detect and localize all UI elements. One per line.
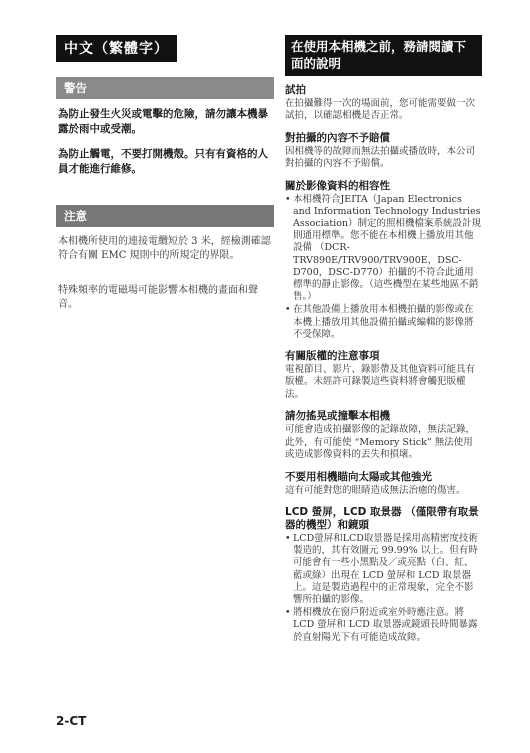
page-number: 2-CT [56, 714, 87, 728]
right-column [285, 35, 482, 653]
warning-paragraph-2: 為防止觸電，不要打開機殼。只有有資格的人員才能進行維修。 [58, 148, 268, 175]
caution-paragraph-1: 本相機所使用的連接電纜短於 3 米，經檢測確認符合有關 EMC 規則中的所規定的界限。 [58, 236, 271, 261]
section-title: 關於影像資料的相容性 [285, 179, 390, 192]
bullet-item [285, 533, 482, 606]
section-compatibility [285, 180, 482, 341]
section-title: LCD 螢屏，LCD 取景器 （僅限帶有取景器的機型）和鏡頭 [285, 505, 479, 531]
left-column [56, 35, 274, 323]
bullet-item [285, 304, 482, 341]
section-test-shot [285, 84, 482, 123]
bullet-text: 本相機符合JEITA（Japan Electronics and Information Technology Industries Association）制定的照相機檔案系統設計規則通用標準。您不能在本相機上播放用其他設備 （DCR-TRV890E/TRV900/TRV900E，DSC-D700，DSC-D770）拍攝的不符合此通用標準的靜止影像。（這些機型在某些地區不銷售。） [293, 193, 482, 303]
section-title: 對拍攝的內容不予賠償 [285, 131, 390, 144]
bullet-glyph: • [285, 304, 291, 316]
warning-heading: 警告 [56, 77, 274, 99]
bullet-glyph: • [285, 193, 291, 205]
section-body: 可能會造成拍攝影像的記錄故障，無法記錄，此外，有可能使 “Memory Stick” 無法使用或造成影像資料的丟失和損壞。 [285, 424, 476, 461]
section-title: 請勿搖晃或撞擊本相機 [285, 410, 390, 423]
bullet-text: LCD螢屏和LCD取景器是採用高精密度技術製造的，其有效圖元 99.99% 以上。但有時可能會有一些小黑點及／或亮點（白、紅、藍或綠）出現在 LCD 螢屏和 LCD 取景器上。這是製造過程中的正常現象，完全不影響所拍攝的影像。 [293, 532, 478, 605]
section-lcd [285, 506, 482, 644]
section-body: 因相機等的故障而無法拍攝或播放時，本公司對拍攝的內容不予賠償。 [285, 145, 476, 170]
section-title: 有關版權的注意事項 [285, 350, 380, 363]
read-before-use-header: 在使用本相機之前，務請閱讀下面的說明 [285, 35, 482, 76]
section-body: 在拍攝難得一次的場面前，您可能需要做一次試拍，以確認相機是否正常。 [285, 98, 476, 122]
section-title: 不要用相機瞄向太陽或其他強光 [285, 470, 432, 483]
bullet-item [285, 194, 482, 304]
section-shock [285, 410, 482, 461]
section-no-compensation [285, 132, 482, 171]
section-title: 試拍 [285, 84, 306, 96]
bullet-text: 在其他設備上播放用本相機拍攝的影像或在本機上播放用其他設備拍攝或編輯的影像將不受保障。 [293, 304, 474, 340]
language-title: 中文（繁體字） [56, 35, 177, 62]
section-body: 電視節目、影片、錄影帶及其他資料可能具有版權。未經許可錄製這些資料將會觸犯版權法。 [285, 364, 476, 400]
bullet-item [285, 607, 482, 644]
section-sun [285, 471, 482, 497]
bullet-glyph: • [285, 532, 291, 544]
section-copyright [285, 350, 482, 401]
section-body: 這有可能對您的眼睛造成無法治癒的傷害。 [285, 484, 466, 496]
caution-heading: 注意 [56, 205, 274, 227]
warning-paragraph-1: 為防止發生火災或電擊的危險，請勿讓本機暴露於雨中或受潮。 [58, 108, 268, 135]
caution-paragraph-2: 特殊頻率的電磁場可能影響本相機的畫面和聲音。 [58, 285, 258, 310]
bullet-glyph: • [285, 607, 291, 619]
bullet-text: 將相機放在窗戶附近或室外時應注意。將 LCD 螢屏和 LCD 取景器或鏡頭長時間暴露於直射陽光下有可能造成故障。 [293, 607, 478, 643]
